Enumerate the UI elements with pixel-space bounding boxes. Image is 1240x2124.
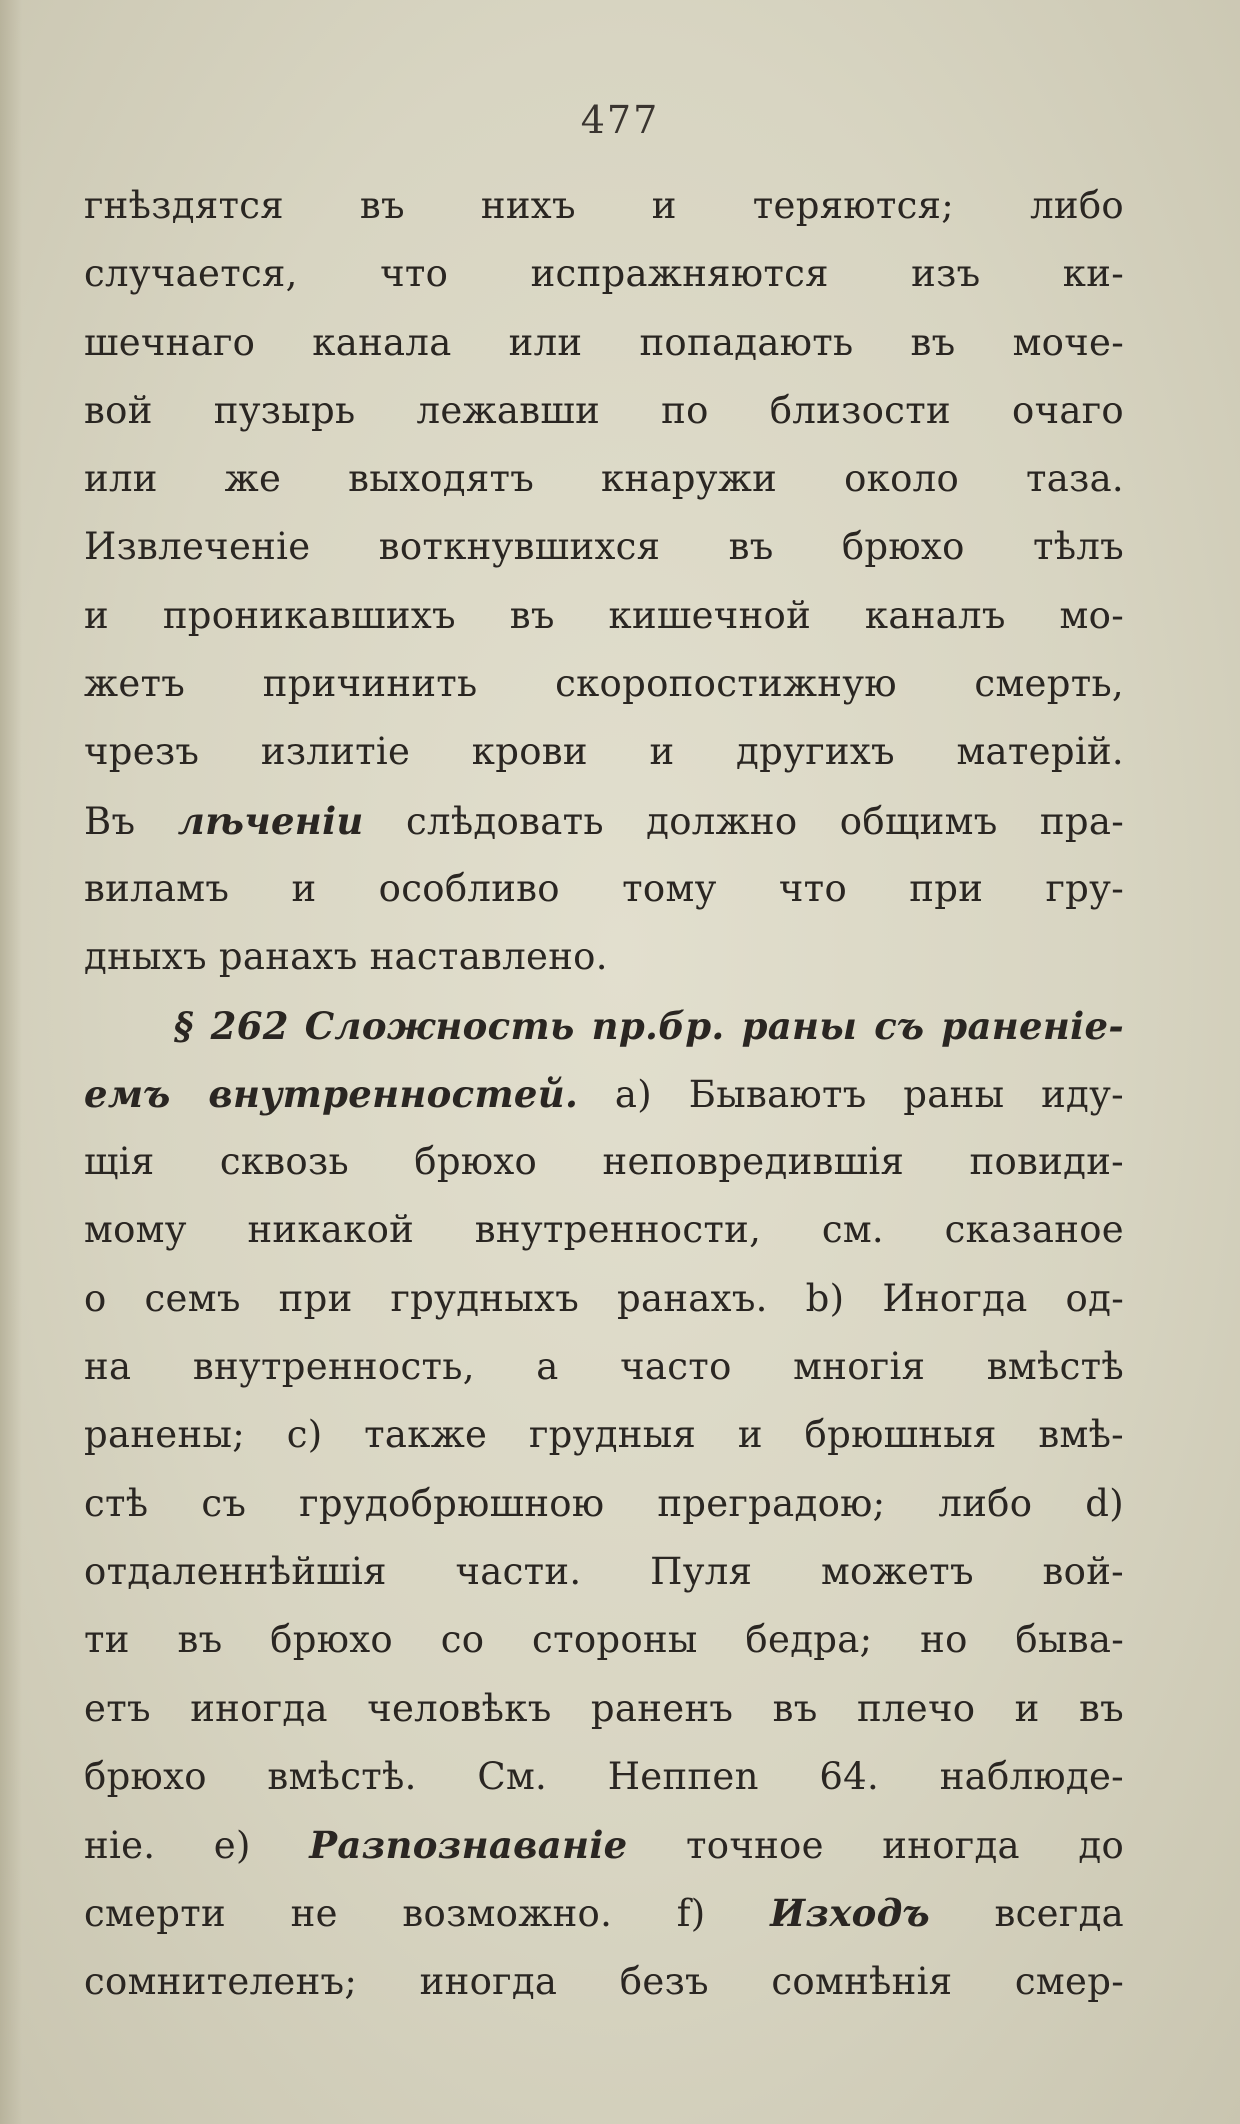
page-number: 477 <box>580 98 660 142</box>
section-heading-line-2 <box>84 1060 1124 1128</box>
italic-term: Разпознаваніе <box>309 1823 628 1868</box>
text-line: виламъ и особливо тому что при гру- <box>84 866 1124 910</box>
text-line: брюхо вмѣстѣ. См. Heппеn 64. наблюде- <box>84 1754 1124 1798</box>
section-heading-line <box>84 992 1124 1060</box>
text-line: о семъ при грудныхъ ранахъ. b) Иногда од- <box>84 1276 1124 1320</box>
text-line: чрезъ излитіе крови и другихъ матерій. <box>84 730 1124 774</box>
text-line: Въ лѣченіи слѣдовать должно общимъ пра- <box>84 798 1124 843</box>
section-first-text: а) Бываютъ раны иду- <box>614 1072 1124 1116</box>
text-line: гнѣздятся въ нихъ и теряются; либо <box>84 184 1124 227</box>
text-line: ранены; с) также грудныя и брюшныя вмѣ- <box>84 1413 1124 1457</box>
text-line-e <box>84 1811 1124 1879</box>
text-segment: всегда <box>994 1892 1125 1936</box>
text-line: ти въ брюхо со стороны бедра; но быва- <box>84 1618 1124 1662</box>
text-segment: точное иногда до <box>685 1824 1125 1868</box>
text-line: и проникавшихъ въ кишечной каналъ мо- <box>84 593 1124 637</box>
italic-term: Изходъ <box>770 1891 930 1936</box>
text-segment: смерти не возможно. f) <box>84 1892 706 1936</box>
section-title: Сложность пр.бр. раны съ раненіе- <box>304 1003 1124 1048</box>
text-segment: ніе. e) <box>84 1824 251 1868</box>
text-line: жетъ причинить скоропостижную смерть, <box>84 662 1124 706</box>
text-line: шечнаго канала или попадають въ моче- <box>84 320 1124 364</box>
text-line: стѣ съ грудобрюшною преградою; либо d) <box>84 1481 1124 1525</box>
text-block <box>84 172 1124 2016</box>
text-line: сомнителенъ; иногда безъ сомнѣнія смер- <box>84 1959 1124 2003</box>
text-line: Извлеченіе воткнувшихся въ брюхо тѣлъ <box>84 525 1124 569</box>
text-line: мому никакой внутренности, см. сказаное <box>84 1208 1124 1252</box>
text-line: на внутренность, а часто многія вмѣстѣ <box>84 1345 1124 1389</box>
text-line: случается, что испражняются изъ ки- <box>84 252 1124 296</box>
text-line: отдаленнѣйшія части. Пуля можетъ вой- <box>84 1549 1124 1593</box>
section-title-cont: емъ внутренностей. <box>84 1071 579 1116</box>
text-line: щія сквозь брюхо неповредившія повиди- <box>84 1140 1124 1184</box>
text-line-f <box>84 1879 1124 1947</box>
text-line: дныхъ ранахъ наставлено. <box>84 935 608 979</box>
text-line: етъ иногда человѣкъ раненъ въ плечо и въ <box>84 1686 1124 1730</box>
section-number: § 262 <box>174 1003 289 1048</box>
italic-term: лѣченіи <box>177 798 364 843</box>
text-line: вой пузырь лежавши по близости очаго <box>84 388 1124 432</box>
text-line: или же выходятъ кнаружи около таза. <box>84 457 1124 501</box>
